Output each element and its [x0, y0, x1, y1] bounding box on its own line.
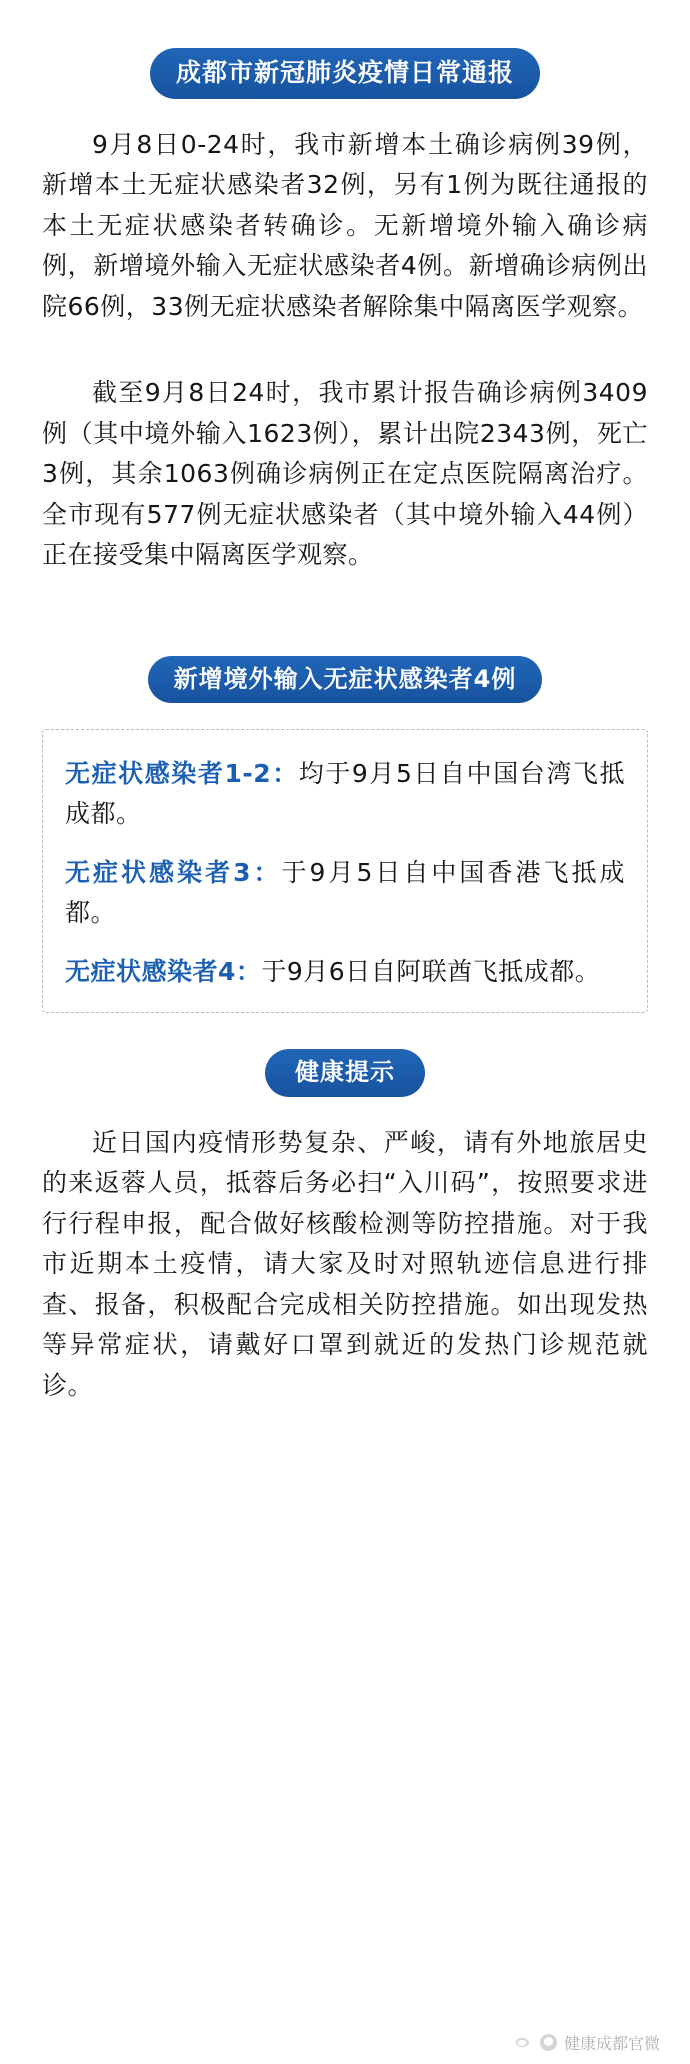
- imported-cases-box: [42, 729, 648, 1014]
- case-label: 无症状感染者4：: [65, 956, 262, 986]
- avatar: [540, 2034, 557, 2051]
- list-item: [65, 952, 625, 993]
- footer-attribution: [514, 2031, 660, 2054]
- list-item: [65, 853, 625, 934]
- weibo-icon: [514, 2033, 533, 2052]
- title-banner-row: [42, 48, 648, 99]
- case-text: 于9月6日自阿联酋飞抵成都。: [261, 956, 601, 986]
- tip-banner-row: [42, 1049, 648, 1096]
- imported-cases-banner: 新增境外输入无症状感染者4例: [148, 656, 543, 703]
- footer-source-label: 健康成都官微: [563, 2034, 660, 2053]
- imported-banner-row: [42, 656, 648, 703]
- case-text: 均于9月5日自中国台湾飞抵成都。: [65, 758, 625, 829]
- paragraph-daily-summary: 9月8日0-24时，我市新增本土确诊病例39例，新增本土无症状感染者32例，另有1例为既往通报的本土无症状感染者转确诊。无新增境外输入确诊病例，新增境外输入无症状感染者4例。新增确诊病例出院66例，33例无症状感染者解除集中隔离医学观察。: [42, 129, 648, 321]
- case-label: 无症状感染者3：: [65, 857, 282, 887]
- paragraph-health-tip: 近日国内疫情形势复杂、严峻，请有外地旅居史的来返蓉人员，抵蓉后务必扫“入川码”，按照要求进行行程申报，配合做好核酸检测等防控措施。对于我市近期本土疫情，请大家及时对照轨迹信息进行排查、报备，积极配合完成相关防控措施。如出现发热等异常症状，请戴好口罩到就近的发热门诊规范就诊。: [42, 1127, 648, 1400]
- health-tip-banner: 健康提示: [265, 1049, 425, 1096]
- case-label: 无症状感染者1-2：: [65, 758, 299, 788]
- list-item: [65, 754, 625, 835]
- case-text: 于9月5日自中国香港飞抵成都。: [65, 857, 625, 928]
- spacer: [42, 604, 648, 638]
- paragraph-cumulative-summary: 截至9月8日24时，我市累计报告确诊病例3409例（其中境外输入1623例），累计出院2343例，死亡3例，其余1063例确诊病例正在定点医院隔离治疗。全市现有577例无症状感染者（其中境外输入44例）正在接受集中隔离医学观察。: [42, 378, 648, 569]
- spacer: [42, 355, 648, 373]
- title-banner: 成都市新冠肺炎疫情日常通报: [150, 48, 540, 99]
